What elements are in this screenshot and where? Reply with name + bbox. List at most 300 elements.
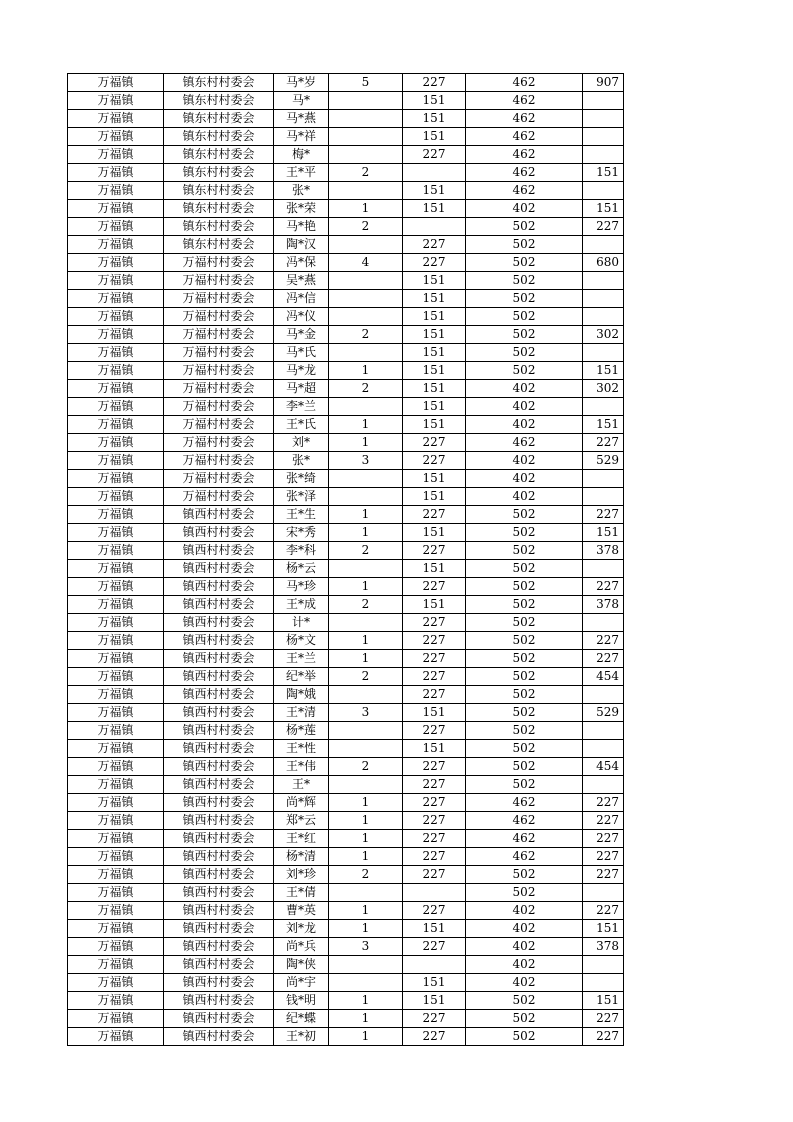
village-committee-cell: 万福村村委会 — [164, 380, 274, 398]
name-cell: 陶*娥 — [274, 686, 329, 704]
name-cell: 马* — [274, 92, 329, 110]
amount-b-cell: 502 — [466, 542, 583, 560]
town-cell: 万福镇 — [68, 542, 164, 560]
village-committee-cell: 万福村村委会 — [164, 362, 274, 380]
name-cell: 马*珍 — [274, 578, 329, 596]
count-cell: 3 — [329, 938, 403, 956]
table-row — [68, 326, 624, 344]
amount-b-cell: 402 — [466, 974, 583, 992]
count-cell — [329, 182, 403, 200]
village-committee-cell: 镇西村村委会 — [164, 596, 274, 614]
town-cell: 万福镇 — [68, 758, 164, 776]
count-cell: 1 — [329, 992, 403, 1010]
village-committee-cell: 镇东村村委会 — [164, 92, 274, 110]
amount-b-cell: 502 — [466, 650, 583, 668]
village-committee-cell: 镇西村村委会 — [164, 938, 274, 956]
table-row — [68, 362, 624, 380]
count-cell: 1 — [329, 1028, 403, 1046]
table-row — [68, 776, 624, 794]
amount-b-cell: 402 — [466, 902, 583, 920]
amount-b-cell: 402 — [466, 380, 583, 398]
name-cell: 王*红 — [274, 830, 329, 848]
table-row — [68, 506, 624, 524]
name-cell: 刘* — [274, 434, 329, 452]
amount-b-cell: 502 — [466, 560, 583, 578]
name-cell: 尚*宇 — [274, 974, 329, 992]
total-cell: 227 — [583, 794, 624, 812]
amount-a-cell: 151 — [403, 200, 466, 218]
amount-b-cell: 462 — [466, 164, 583, 182]
amount-a-cell: 151 — [403, 470, 466, 488]
amount-a-cell: 151 — [403, 182, 466, 200]
count-cell — [329, 236, 403, 254]
amount-a-cell: 151 — [403, 344, 466, 362]
name-cell: 刘*珍 — [274, 866, 329, 884]
table-row — [68, 920, 624, 938]
total-cell: 227 — [583, 632, 624, 650]
total-cell — [583, 236, 624, 254]
total-cell — [583, 956, 624, 974]
town-cell: 万福镇 — [68, 884, 164, 902]
town-cell: 万福镇 — [68, 830, 164, 848]
village-committee-cell: 镇西村村委会 — [164, 992, 274, 1010]
table-row — [68, 902, 624, 920]
amount-b-cell: 402 — [466, 452, 583, 470]
town-cell: 万福镇 — [68, 524, 164, 542]
amount-b-cell: 502 — [466, 866, 583, 884]
amount-b-cell: 462 — [466, 74, 583, 92]
village-committee-cell: 镇西村村委会 — [164, 740, 274, 758]
total-cell — [583, 686, 624, 704]
amount-a-cell: 151 — [403, 488, 466, 506]
amount-b-cell: 502 — [466, 218, 583, 236]
count-cell: 5 — [329, 74, 403, 92]
table-row — [68, 560, 624, 578]
town-cell: 万福镇 — [68, 650, 164, 668]
total-cell — [583, 110, 624, 128]
count-cell: 1 — [329, 830, 403, 848]
amount-b-cell: 502 — [466, 992, 583, 1010]
count-cell: 2 — [329, 596, 403, 614]
name-cell: 马*氏 — [274, 344, 329, 362]
town-cell: 万福镇 — [68, 794, 164, 812]
town-cell: 万福镇 — [68, 362, 164, 380]
amount-b-cell: 502 — [466, 254, 583, 272]
table-row — [68, 254, 624, 272]
count-cell — [329, 92, 403, 110]
amount-a-cell: 151 — [403, 290, 466, 308]
name-cell: 马*燕 — [274, 110, 329, 128]
amount-b-cell: 502 — [466, 236, 583, 254]
town-cell: 万福镇 — [68, 1010, 164, 1028]
total-cell: 302 — [583, 326, 624, 344]
town-cell: 万福镇 — [68, 1028, 164, 1046]
count-cell — [329, 974, 403, 992]
amount-a-cell: 151 — [403, 272, 466, 290]
total-cell: 151 — [583, 992, 624, 1010]
count-cell: 1 — [329, 578, 403, 596]
total-cell: 151 — [583, 524, 624, 542]
amount-a-cell: 227 — [403, 794, 466, 812]
amount-b-cell: 502 — [466, 884, 583, 902]
count-cell: 3 — [329, 704, 403, 722]
amount-a-cell: 227 — [403, 668, 466, 686]
amount-b-cell: 462 — [466, 146, 583, 164]
table-row — [68, 128, 624, 146]
count-cell: 1 — [329, 200, 403, 218]
village-committee-cell: 镇西村村委会 — [164, 758, 274, 776]
table-row — [68, 290, 624, 308]
village-committee-cell: 镇西村村委会 — [164, 794, 274, 812]
town-cell: 万福镇 — [68, 704, 164, 722]
amount-b-cell: 402 — [466, 470, 583, 488]
amount-b-cell: 462 — [466, 848, 583, 866]
town-cell: 万福镇 — [68, 452, 164, 470]
total-cell: 227 — [583, 1010, 624, 1028]
amount-a-cell: 227 — [403, 758, 466, 776]
village-committee-cell: 镇东村村委会 — [164, 74, 274, 92]
amount-b-cell: 402 — [466, 956, 583, 974]
name-cell: 王*兰 — [274, 650, 329, 668]
amount-a-cell: 227 — [403, 146, 466, 164]
total-cell — [583, 740, 624, 758]
amount-b-cell: 502 — [466, 668, 583, 686]
town-cell: 万福镇 — [68, 974, 164, 992]
name-cell: 张*绮 — [274, 470, 329, 488]
village-committee-cell: 万福村村委会 — [164, 470, 274, 488]
count-cell: 2 — [329, 668, 403, 686]
town-cell: 万福镇 — [68, 740, 164, 758]
town-cell: 万福镇 — [68, 200, 164, 218]
village-committee-cell: 镇西村村委会 — [164, 632, 274, 650]
count-cell — [329, 128, 403, 146]
count-cell: 1 — [329, 902, 403, 920]
village-committee-cell: 镇东村村委会 — [164, 200, 274, 218]
amount-b-cell: 502 — [466, 758, 583, 776]
amount-a-cell: 151 — [403, 398, 466, 416]
amount-a-cell: 227 — [403, 938, 466, 956]
village-committee-cell: 镇西村村委会 — [164, 578, 274, 596]
count-cell: 4 — [329, 254, 403, 272]
town-cell: 万福镇 — [68, 254, 164, 272]
amount-a-cell: 227 — [403, 650, 466, 668]
amount-a-cell: 227 — [403, 614, 466, 632]
amount-a-cell: 151 — [403, 308, 466, 326]
town-cell: 万福镇 — [68, 470, 164, 488]
amount-b-cell: 402 — [466, 416, 583, 434]
village-committee-cell: 镇东村村委会 — [164, 182, 274, 200]
count-cell: 1 — [329, 434, 403, 452]
amount-a-cell: 227 — [403, 74, 466, 92]
table-row — [68, 236, 624, 254]
name-cell: 张*荣 — [274, 200, 329, 218]
town-cell: 万福镇 — [68, 146, 164, 164]
name-cell: 马*艳 — [274, 218, 329, 236]
amount-a-cell: 227 — [403, 578, 466, 596]
amount-a-cell: 151 — [403, 416, 466, 434]
village-committee-cell: 镇西村村委会 — [164, 560, 274, 578]
count-cell — [329, 344, 403, 362]
amount-b-cell: 462 — [466, 812, 583, 830]
count-cell — [329, 110, 403, 128]
village-committee-cell: 镇西村村委会 — [164, 650, 274, 668]
town-cell: 万福镇 — [68, 344, 164, 362]
town-cell: 万福镇 — [68, 596, 164, 614]
amount-b-cell: 462 — [466, 182, 583, 200]
table-row — [68, 452, 624, 470]
name-cell: 计* — [274, 614, 329, 632]
total-cell — [583, 470, 624, 488]
amount-b-cell: 502 — [466, 1028, 583, 1046]
total-cell: 227 — [583, 578, 624, 596]
table-row — [68, 488, 624, 506]
amount-b-cell: 402 — [466, 938, 583, 956]
name-cell: 李*兰 — [274, 398, 329, 416]
table-row — [68, 182, 624, 200]
data-table — [67, 73, 624, 1046]
name-cell: 纪*蝶 — [274, 1010, 329, 1028]
town-cell: 万福镇 — [68, 308, 164, 326]
table-row — [68, 398, 624, 416]
table-row — [68, 830, 624, 848]
town-cell: 万福镇 — [68, 866, 164, 884]
table-row — [68, 722, 624, 740]
table-row — [68, 434, 624, 452]
amount-b-cell: 502 — [466, 596, 583, 614]
town-cell: 万福镇 — [68, 632, 164, 650]
name-cell: 刘*龙 — [274, 920, 329, 938]
name-cell: 王*平 — [274, 164, 329, 182]
count-cell: 2 — [329, 218, 403, 236]
name-cell: 马*金 — [274, 326, 329, 344]
table-row — [68, 200, 624, 218]
amount-b-cell: 502 — [466, 524, 583, 542]
town-cell: 万福镇 — [68, 902, 164, 920]
village-committee-cell: 万福村村委会 — [164, 398, 274, 416]
village-committee-cell: 万福村村委会 — [164, 434, 274, 452]
town-cell: 万福镇 — [68, 110, 164, 128]
amount-a-cell — [403, 884, 466, 902]
village-committee-cell: 镇西村村委会 — [164, 1010, 274, 1028]
table-row — [68, 812, 624, 830]
table-row — [68, 632, 624, 650]
village-committee-cell: 镇西村村委会 — [164, 884, 274, 902]
table-row — [68, 272, 624, 290]
town-cell: 万福镇 — [68, 416, 164, 434]
town-cell: 万福镇 — [68, 578, 164, 596]
amount-a-cell: 227 — [403, 722, 466, 740]
amount-b-cell: 502 — [466, 632, 583, 650]
village-committee-cell: 镇西村村委会 — [164, 668, 274, 686]
name-cell: 陶*汉 — [274, 236, 329, 254]
amount-a-cell: 151 — [403, 92, 466, 110]
total-cell: 151 — [583, 200, 624, 218]
village-committee-cell: 万福村村委会 — [164, 488, 274, 506]
name-cell: 王*伟 — [274, 758, 329, 776]
table-row — [68, 704, 624, 722]
town-cell: 万福镇 — [68, 506, 164, 524]
total-cell: 907 — [583, 74, 624, 92]
town-cell: 万福镇 — [68, 164, 164, 182]
town-cell: 万福镇 — [68, 560, 164, 578]
name-cell: 杨*莲 — [274, 722, 329, 740]
village-committee-cell: 万福村村委会 — [164, 344, 274, 362]
amount-a-cell: 227 — [403, 848, 466, 866]
amount-b-cell: 502 — [466, 344, 583, 362]
amount-b-cell: 502 — [466, 722, 583, 740]
total-cell: 227 — [583, 902, 624, 920]
table-row — [68, 686, 624, 704]
amount-b-cell: 462 — [466, 110, 583, 128]
table-row — [68, 740, 624, 758]
amount-b-cell: 502 — [466, 362, 583, 380]
town-cell: 万福镇 — [68, 920, 164, 938]
name-cell: 宋*秀 — [274, 524, 329, 542]
village-committee-cell: 镇西村村委会 — [164, 614, 274, 632]
town-cell: 万福镇 — [68, 182, 164, 200]
total-cell — [583, 884, 624, 902]
town-cell: 万福镇 — [68, 290, 164, 308]
amount-b-cell: 402 — [466, 200, 583, 218]
village-committee-cell: 镇西村村委会 — [164, 776, 274, 794]
village-committee-cell: 镇东村村委会 — [164, 164, 274, 182]
village-committee-cell: 镇西村村委会 — [164, 830, 274, 848]
amount-a-cell — [403, 164, 466, 182]
table-row — [68, 866, 624, 884]
total-cell: 378 — [583, 542, 624, 560]
count-cell: 2 — [329, 758, 403, 776]
village-committee-cell: 镇西村村委会 — [164, 902, 274, 920]
name-cell: 冯*信 — [274, 290, 329, 308]
village-committee-cell: 万福村村委会 — [164, 254, 274, 272]
name-cell: 纪*举 — [274, 668, 329, 686]
count-cell: 1 — [329, 812, 403, 830]
count-cell — [329, 614, 403, 632]
amount-a-cell: 151 — [403, 380, 466, 398]
amount-a-cell: 151 — [403, 974, 466, 992]
town-cell: 万福镇 — [68, 956, 164, 974]
count-cell — [329, 290, 403, 308]
total-cell: 454 — [583, 668, 624, 686]
name-cell: 马*祥 — [274, 128, 329, 146]
total-cell: 680 — [583, 254, 624, 272]
village-committee-cell: 镇西村村委会 — [164, 542, 274, 560]
village-committee-cell: 镇西村村委会 — [164, 524, 274, 542]
total-cell: 227 — [583, 866, 624, 884]
village-committee-cell: 镇东村村委会 — [164, 218, 274, 236]
name-cell: 钱*明 — [274, 992, 329, 1010]
name-cell: 陶*侠 — [274, 956, 329, 974]
village-committee-cell: 镇东村村委会 — [164, 236, 274, 254]
total-cell — [583, 272, 624, 290]
amount-b-cell: 402 — [466, 488, 583, 506]
table-row — [68, 614, 624, 632]
table-row — [68, 164, 624, 182]
name-cell: 杨*清 — [274, 848, 329, 866]
total-cell — [583, 290, 624, 308]
village-committee-cell: 万福村村委会 — [164, 326, 274, 344]
amount-a-cell — [403, 956, 466, 974]
village-committee-cell: 万福村村委会 — [164, 290, 274, 308]
amount-a-cell: 227 — [403, 776, 466, 794]
amount-a-cell: 227 — [403, 812, 466, 830]
town-cell: 万福镇 — [68, 326, 164, 344]
town-cell: 万福镇 — [68, 92, 164, 110]
total-cell: 227 — [583, 812, 624, 830]
total-cell: 227 — [583, 506, 624, 524]
amount-b-cell: 502 — [466, 326, 583, 344]
table-row — [68, 884, 624, 902]
total-cell — [583, 146, 624, 164]
table-row — [68, 848, 624, 866]
name-cell: 杨*云 — [274, 560, 329, 578]
town-cell: 万福镇 — [68, 776, 164, 794]
total-cell: 227 — [583, 1028, 624, 1046]
town-cell: 万福镇 — [68, 686, 164, 704]
town-cell: 万福镇 — [68, 614, 164, 632]
name-cell: 王*成 — [274, 596, 329, 614]
total-cell — [583, 398, 624, 416]
count-cell: 3 — [329, 452, 403, 470]
total-cell — [583, 182, 624, 200]
count-cell — [329, 740, 403, 758]
name-cell: 王* — [274, 776, 329, 794]
town-cell: 万福镇 — [68, 380, 164, 398]
name-cell: 张*泽 — [274, 488, 329, 506]
amount-a-cell: 151 — [403, 920, 466, 938]
name-cell: 李*科 — [274, 542, 329, 560]
amount-a-cell: 227 — [403, 632, 466, 650]
table-row — [68, 218, 624, 236]
amount-a-cell: 227 — [403, 902, 466, 920]
table-row — [68, 974, 624, 992]
name-cell: 王*初 — [274, 1028, 329, 1046]
count-cell: 1 — [329, 794, 403, 812]
total-cell — [583, 344, 624, 362]
amount-a-cell: 227 — [403, 542, 466, 560]
village-committee-cell: 镇西村村委会 — [164, 722, 274, 740]
name-cell: 曹*英 — [274, 902, 329, 920]
amount-b-cell: 502 — [466, 578, 583, 596]
total-cell: 529 — [583, 452, 624, 470]
name-cell: 王*倩 — [274, 884, 329, 902]
town-cell: 万福镇 — [68, 434, 164, 452]
table-row — [68, 992, 624, 1010]
amount-a-cell: 227 — [403, 236, 466, 254]
count-cell: 2 — [329, 326, 403, 344]
town-cell: 万福镇 — [68, 74, 164, 92]
name-cell: 马*龙 — [274, 362, 329, 380]
count-cell — [329, 470, 403, 488]
town-cell: 万福镇 — [68, 992, 164, 1010]
table-row — [68, 74, 624, 92]
name-cell: 王*清 — [274, 704, 329, 722]
total-cell: 227 — [583, 848, 624, 866]
total-cell — [583, 92, 624, 110]
table-row — [68, 938, 624, 956]
amount-a-cell: 151 — [403, 740, 466, 758]
name-cell: 尚*兵 — [274, 938, 329, 956]
name-cell: 王*生 — [274, 506, 329, 524]
town-cell: 万福镇 — [68, 938, 164, 956]
amount-a-cell: 227 — [403, 254, 466, 272]
amount-a-cell: 227 — [403, 434, 466, 452]
village-committee-cell: 镇西村村委会 — [164, 506, 274, 524]
amount-b-cell: 502 — [466, 686, 583, 704]
town-cell: 万福镇 — [68, 218, 164, 236]
amount-b-cell: 462 — [466, 434, 583, 452]
count-cell: 2 — [329, 866, 403, 884]
